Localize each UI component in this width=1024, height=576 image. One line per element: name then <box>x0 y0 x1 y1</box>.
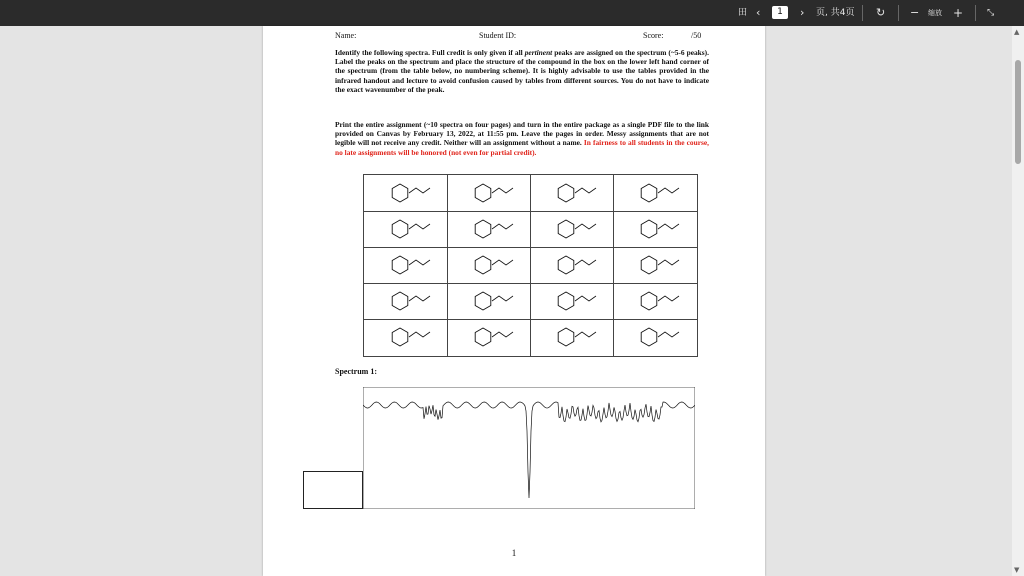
pdf-page <box>263 26 765 576</box>
scroll-up-arrow[interactable]: ▲ <box>1014 28 1020 36</box>
structure-alkyne <box>641 184 679 202</box>
structure-answer-box[interactable] <box>303 471 363 509</box>
score-label: Score: <box>643 31 664 40</box>
structure-table <box>363 174 698 357</box>
toolbar-divider <box>975 5 976 21</box>
document-viewer[interactable] <box>0 26 1024 576</box>
scrollbar-thumb[interactable] <box>1015 60 1021 164</box>
grid-view-icon[interactable]: 田 <box>738 8 748 18</box>
structure-nitro-biphenyl <box>475 256 513 274</box>
student-id-label: Student ID: <box>479 31 517 40</box>
structure-cyclohexane-aldehyde <box>475 292 513 310</box>
structure-phenylpentanoic-acid <box>475 184 513 202</box>
zoom-label[interactable]: 缩放 <box>928 9 942 17</box>
page-total-label: 页, 共4页 <box>816 8 855 18</box>
page-number: 1 <box>511 548 517 558</box>
structure-aniline-derivative <box>475 220 513 238</box>
structure-carbazole <box>392 184 430 202</box>
structure-aryl-ketone <box>392 292 430 310</box>
structure-styrene <box>641 292 679 310</box>
next-page-icon[interactable]: › <box>800 6 805 19</box>
chemical-structures <box>364 175 697 356</box>
structure-cyclopentanol <box>558 220 596 238</box>
ir-spectrum-chart <box>363 387 695 509</box>
structure-aryl-oxime <box>392 220 430 238</box>
toolbar-divider <box>862 5 863 21</box>
structure-acetophenone-derivative <box>558 184 596 202</box>
zoom-in-icon[interactable]: + <box>953 6 964 20</box>
name-label: Name: <box>335 31 357 40</box>
viewer-toolbar <box>0 0 1024 26</box>
structure-toluidine <box>641 328 679 346</box>
prev-page-icon[interactable]: ‹ <box>756 6 761 19</box>
spectrum-title: Spectrum 1: <box>335 367 377 376</box>
structure-alkene <box>641 256 679 274</box>
submission-paragraph <box>335 120 709 157</box>
zoom-out-icon[interactable]: − <box>910 6 920 19</box>
structure-phthalimide <box>392 328 430 346</box>
structure-amide <box>641 220 679 238</box>
fullscreen-icon[interactable]: ⤡ <box>987 8 995 18</box>
toolbar-divider <box>898 5 899 21</box>
structure-amino-biphenyl <box>558 328 596 346</box>
late-policy-text: In fairness to all students in the course, no late assignments will be honored (not even for partial credit). <box>335 138 709 157</box>
structure-bicyclic <box>392 256 430 274</box>
structure-piperidine <box>558 256 596 274</box>
score-total: /50 <box>691 31 702 40</box>
instructions-paragraph: Identify the following spectra. Full credit is only given if all pertinent peaks are assigned on the spectrum (~5-6 peaks). Label the peaks on the spectrum and place the structure of the compound in the box on the lower left hand corner of the spectrum (from the table below, no numbering scheme). It is highly advisable to use the tables provided in the infrared handout and lecture to avoid confusion caused by tables from different sources. You do not have to indicate the exact wavenumber of the peak. <box>335 48 709 94</box>
scroll-down-arrow[interactable]: ▼ <box>1014 566 1020 574</box>
rotate-icon[interactable]: ↻ <box>876 6 886 19</box>
structure-benzamide <box>475 328 513 346</box>
submission-text: Print the entire assignment (~10 spectra on four pages) and turn in the entire package as a single PDF file to the link provided on Canvas by February 13, 2022, at 11:55 pm. Leave the pages in order. Messy assignments that are not legible will not receive any credit. Neither will an assignment without a name. <box>335 120 709 148</box>
current-page-input[interactable]: 1 <box>772 6 788 19</box>
structure-lactone <box>558 292 596 310</box>
